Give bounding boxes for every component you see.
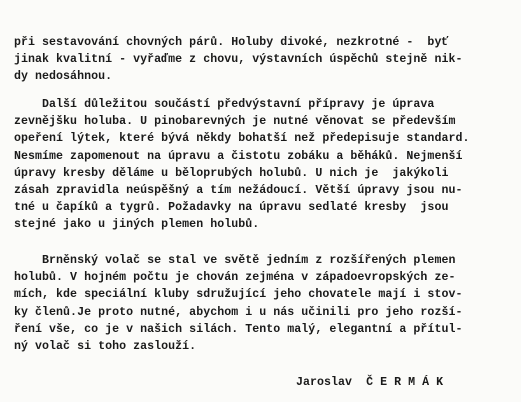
text-line: zásah zpravidla neúspěšný a tím nežádoucí. Větší úpravy jsou nu-	[14, 183, 463, 197]
paragraph-1	[14, 34, 514, 86]
text-line: Brněnský volač se stal ve světě jedním z rozšířených plemen	[14, 254, 456, 267]
text-line: tné u čapíků a tygrů. Požadavky na úpravu sedlaté kresby jsou	[14, 201, 449, 215]
text-line: Nesmíme zapomenout na úpravu a čistotu zobáku a běháků. Nejmenší	[14, 149, 463, 163]
author-signature: Jaroslav Č E R M Á K	[296, 376, 444, 389]
text-line: Další důležitou součástí předvýstavní přípravy je úprava	[14, 98, 435, 111]
text-line: stejné jako u jiných plemen holubů.	[14, 218, 260, 232]
paragraph-3	[14, 252, 514, 355]
text-line: ný volač si toho zaslouží.	[14, 339, 197, 353]
text-line: holubů. V hojném počtu je chován zejména v západoevropských ze-	[14, 271, 456, 285]
text-line: zevnějšku holuba. U pinobarevných je nutné věnovat se především	[14, 115, 456, 129]
text-line: dy nedosáhnou.	[14, 70, 113, 84]
text-line: úpravy kresby děláme u běloprubých holubů. U nich je jakýkoli	[14, 166, 449, 180]
text-line: ření vše, co je v našich silách. Tento malý, elegantní a přítul-	[14, 322, 463, 336]
text-line: mích, kde speciální kluby sdružující jeho chovatele mají i stov-	[14, 288, 463, 302]
paragraph-2	[14, 96, 514, 234]
text-line: ky členů.Je proto nutné, abychom i u nás učinili pro jeho rozší-	[14, 305, 463, 319]
text-line: opeření lýtek, které bývá někdy bohatší než předepisuje standard.	[14, 132, 470, 146]
text-line: jinak kvalitní - vyřaďme z chovu, výstavních úspěchů stejně nik-	[14, 53, 463, 67]
text-line: při sestavování chovných párů. Holuby divoké, nezkrotné - byť	[14, 36, 449, 49]
